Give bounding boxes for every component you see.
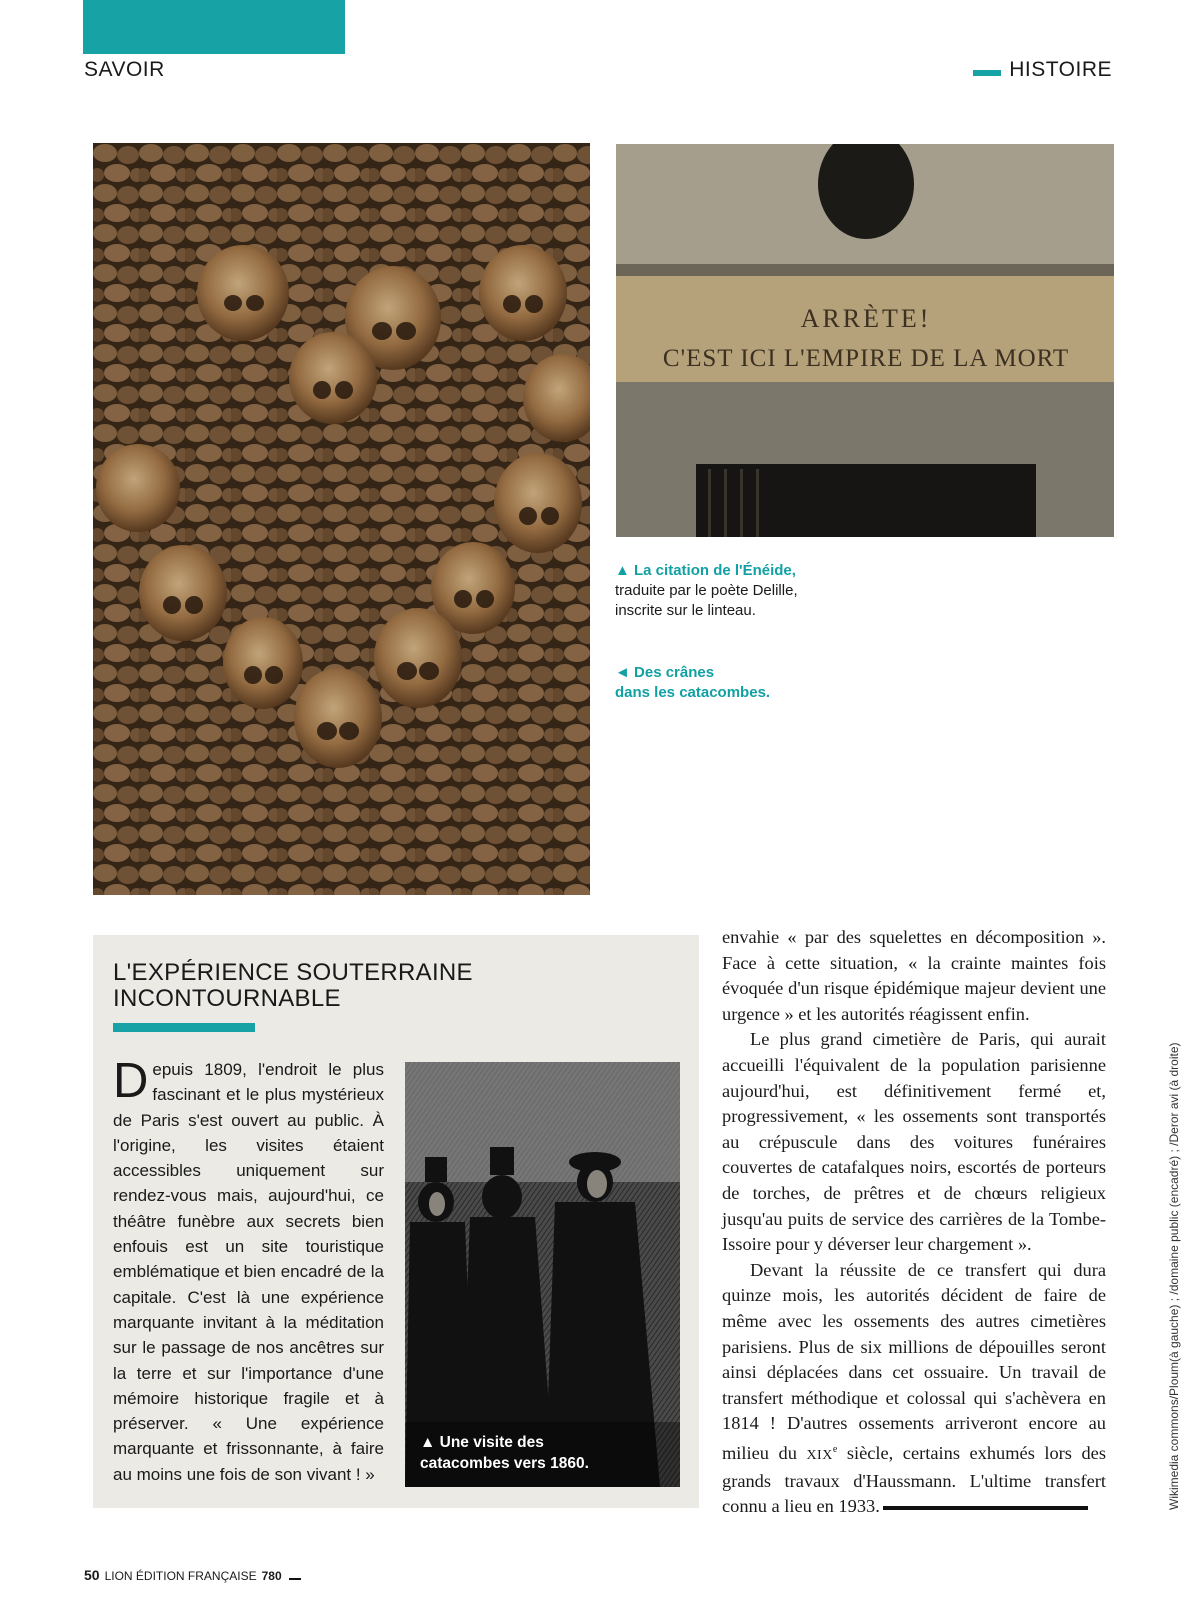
box-title-line2: INCONTOURNABLE [113,985,341,1012]
skulls-caption-line2: dans les catacombes. [615,684,771,701]
page-number: 50 [84,1567,100,1583]
section-label: SAVOIR [84,58,165,81]
rubric-mark [973,70,1001,76]
article-paragraph-3-part1: Devant la réussite de ce transfert qui dura quinze mois, les autorités décident de faire de même avec les ossements des autres cimetières parisiens. Plus de six millions de dépouilles seront ainsi déplacées dans cet ossuaire. Un travail de transfert méthodique et colossal qui s'achèvera en 1814 ! D'autres ossements arriveront encore au milieu du [722,1259,1106,1463]
engraving-photo [405,1062,680,1487]
box-title-line1: L'EXPÉRIENCE SOUTERRAINE [113,959,473,986]
lintel-line2: C'EST ICI L'EMPIRE DE LA MORT [662,345,1070,372]
page-footer [84,1567,301,1583]
skulls-caption-line1: ◄ Des crânes [615,664,715,681]
box-body-text [113,1054,384,1487]
article-body [722,925,1106,1520]
lintel-photo [616,144,1114,537]
box-title-rule [113,1023,255,1032]
article-paragraph-3 [722,1258,1106,1520]
photo-credit: Wikimedia commons/Ploum(à gauche) ; /domaine public (encadré) ; /Deror avi (à droite) [1167,1042,1181,1510]
engraving-caption-line2: catacombes vers 1860. [420,1455,589,1472]
header-accent-bar [83,0,345,54]
article-paragraph-3-part2: siècle, certains exhumés lors des grands travaux d'Haussmann. L'ultime transfert connu a lieu en 1933. [722,1443,1107,1517]
drop-cap: D [113,1054,149,1108]
engraving-caption-line1: ▲ Une visite des [420,1434,544,1451]
skulls-photo [93,143,590,895]
article-paragraph-2: Le plus grand cimetière de Paris, qui aurait accueilli l'équivalent de la population parisienne aujourd'hui, est définitivement fermé et, progressivement, « les ossements sont transportés au crépuscule dans des voitures funéraires couvertes de catafalques noirs, escortés de porteurs de torches, de prêtres et de chœurs religieux jusqu'au puits de service des carrières de la Tombe-Issoire pour y déverser leur chargement ». [722,1029,1106,1255]
skulls-caption [615,663,815,703]
end-of-article-rule [883,1506,1088,1510]
lintel-line1: ARRÈTE! [800,304,932,333]
magazine-name: LION ÉDITION FRANÇAISE [104,1569,257,1583]
lintel-caption-rest: traduite par le poète Delille, inscrite sur le linteau. [615,582,798,619]
lintel-caption [615,561,845,621]
engraving-caption [420,1432,660,1474]
footer-dash [289,1578,301,1580]
century-suffix: e [832,1443,838,1455]
rubric-text: HISTOIRE [1009,58,1112,81]
rubric-label [973,58,1112,82]
lintel-caption-lead: ▲ La citation de l'Énéide, [615,562,796,579]
box-body-content: epuis 1809, l'endroit le plus fascinant et le plus mystérieux de Paris s'est ouvert au public. À l'origine, les visites étaient accessibles uniquement sur rendez-vous mais, aujourd'hui, ce théâtre funèbre aux secrets bien enfouis est un site touristique emblématique et bien encadré de la capitale. C'est là une expérience marquante invitant à la méditation sur le passage de nos ancêtres sur la terre et sur l'importance d'une mémoire historique fragile et à préserver. « Une expérience marquante et frissonnante, à faire au moins une fois de son vivant ! » [113,1060,384,1484]
century-numeral: XIX [806,1448,833,1463]
box-title [113,960,513,1012]
article-paragraph-1: envahie « par des squelettes en décomposition ». Face à cette situation, « la crainte maintes fois évoquée d'un risque épidémique majeur devient une urgence » et les autorités réagissent enfin. [722,927,1106,1024]
issue-number: 780 [261,1569,282,1583]
